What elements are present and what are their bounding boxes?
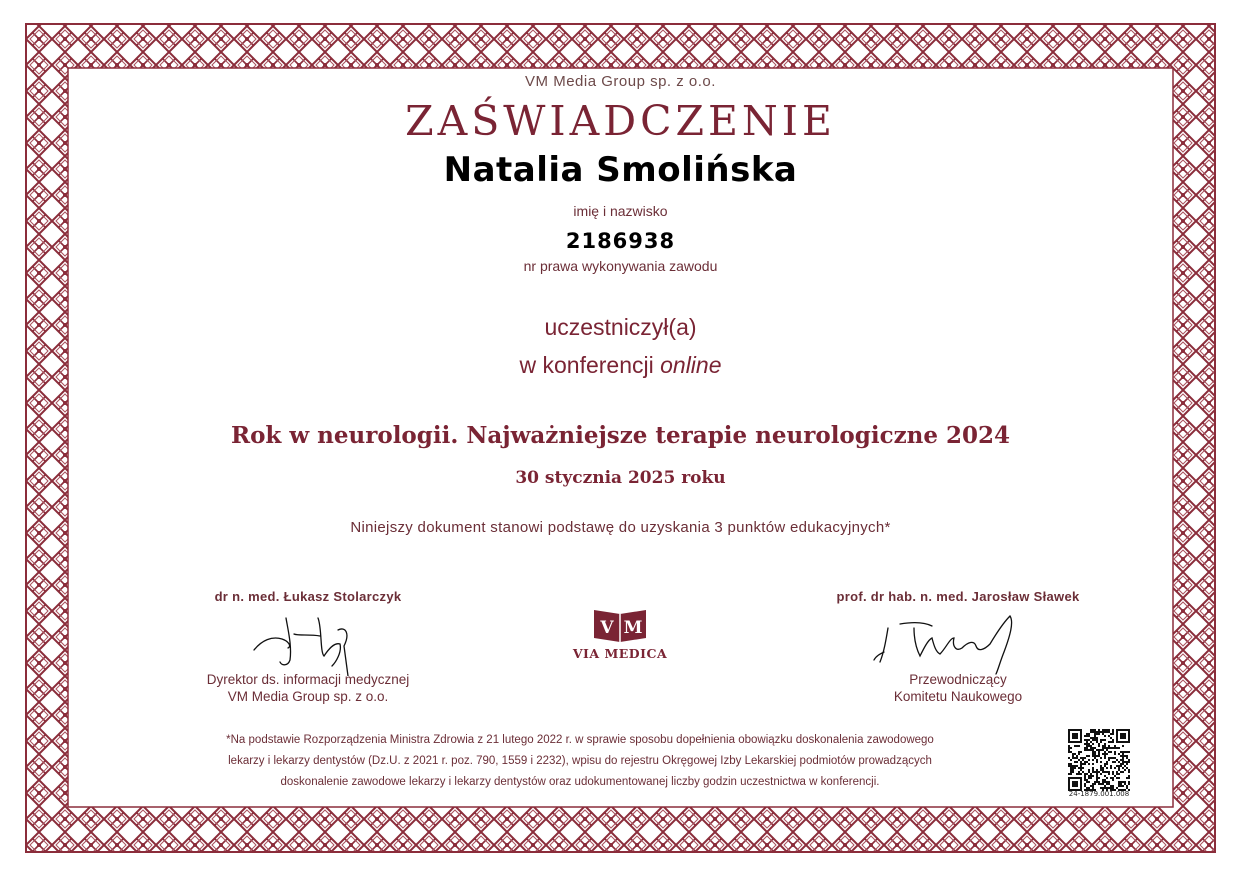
right-signer-title: prof. dr hab. n. med. Jarosław Sławek — [836, 589, 1080, 604]
right-signer-role — [808, 671, 1108, 705]
qr-code-icon — [1068, 729, 1130, 791]
svg-text:M: M — [623, 618, 643, 638]
conference-title: Rok w neurologii. Najważniejsze terapie neurologiczne 2024 — [230, 422, 1011, 449]
left-signature-image — [248, 606, 368, 676]
name-caption: imię i nazwisko — [573, 203, 668, 219]
participation-line-2 — [0, 352, 1241, 379]
right-signer-role-line1: Przewodniczący — [909, 672, 1007, 687]
license-number: 2186938 — [565, 229, 676, 253]
right-signer-role-line2: Komitetu Naukowego — [893, 689, 1023, 704]
right-signature-image — [870, 608, 1050, 678]
license-caption: nr prawa wykonywania zawodu — [523, 258, 718, 274]
company-name: VM Media Group sp. z o.o. — [525, 73, 716, 90]
via-medica-logo — [560, 606, 680, 662]
left-signer-role-line1: Dyrektor ds. informacji medycznej — [206, 672, 410, 687]
svg-text:V: V — [600, 618, 614, 638]
recipient-name: Natalia Smolińska — [443, 150, 798, 190]
document-title: ZAŚWIADCZENIE — [405, 97, 836, 145]
footnote-line1: *Na podstawie Rozporządzenia Ministra Zdrowia z 21 lutego 2022 r. w sprawie sposobu dopełnienia obowiązku doskonalenia zawodowego — [226, 734, 934, 746]
participation-online: online — [660, 352, 722, 378]
left-signer-role — [158, 671, 458, 705]
left-signer-role-line2: VM Media Group sp. z o.o. — [227, 689, 389, 704]
participation-line-1: uczestniczył(a) — [544, 314, 697, 340]
qr-code-label: 24-1879.001.008 — [1068, 790, 1130, 798]
conference-date: 30 stycznia 2025 roku — [515, 468, 726, 488]
left-signer-title: dr n. med. Łukasz Stolarczyk — [214, 589, 402, 604]
logo-name: VIA MEDICA — [572, 646, 668, 661]
footnote-line3: doskonalenie zawodowe lekarzy i lekarzy dentystów oraz udokumentowanej liczby godzin uczestnictwa w konferencji. — [280, 776, 880, 788]
legal-footnote — [170, 730, 990, 793]
participation-prefix: w konferencji — [519, 352, 661, 378]
footnote-line2: lekarzy i lekarzy dentystów (Dz.U. z 2021 r. poz. 790, 1559 i 2232), wpisu do rejestru Okręgowej Izby Lekarskiej podmiotów prowadzących — [228, 755, 932, 767]
book-logo-icon — [560, 606, 680, 646]
points-note: Niniejszy dokument stanowi podstawę do uzyskania 3 punktów edukacyjnych* — [350, 519, 891, 536]
